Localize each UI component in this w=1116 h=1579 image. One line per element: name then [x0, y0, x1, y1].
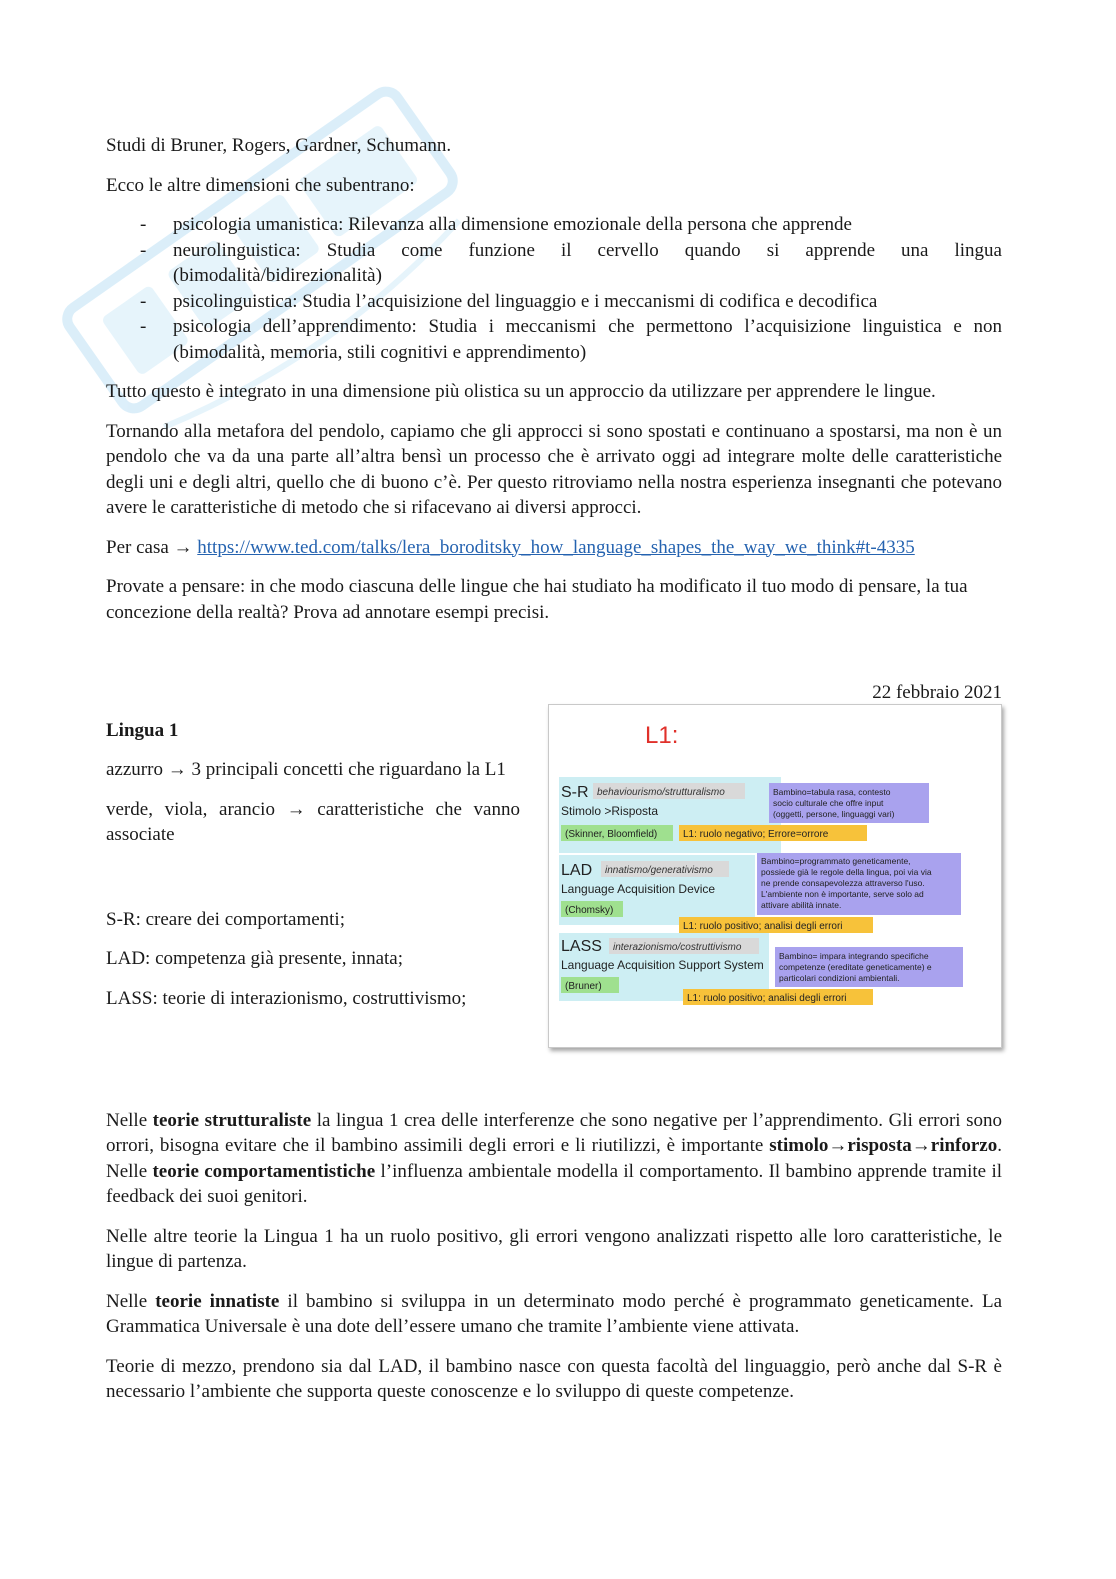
lingua1-section [106, 718, 1002, 1078]
sr-name: S-R [561, 783, 589, 801]
l1-slide-figure [548, 704, 1002, 1048]
text-run: . Nelle [106, 1135, 1002, 1182]
lesson-date: 22 febbraio 2021 [872, 682, 1002, 703]
lad-note-2: possiede già le regole della lingua, poi via via [761, 866, 932, 877]
text-run: l’influenza ambientale modella il comportamento. Il bambino apprende tramite il feedback dei suoi genitori. [106, 1160, 1002, 1207]
slide-title: L1: [645, 721, 679, 749]
lad-tag: innatismo/generativismo [605, 864, 713, 876]
sr-note-2: socio culturale che offre input [773, 797, 884, 808]
lad-note-4: L'ambiente non è importante, serve solo ad [761, 888, 924, 899]
studies-line: Studi di Bruner, Rogers, Gardner, Schumann. [106, 135, 452, 156]
homework-label: Per casa → [106, 536, 193, 558]
sr-role: L1: ruolo negativo; Errore=orrore [683, 828, 829, 840]
lass-authors: (Bruner) [565, 980, 602, 992]
dimensions-lead: Ecco le altre dimensioni che subentrano: [106, 174, 415, 196]
lad-role: L1: ruolo positivo; analisi degli errori [683, 920, 843, 932]
text-run: il bambino si sviluppa in un determinato modo perché è programmato geneticamente. La Grammatica Universale è una dote dell’essere umano che tramite l’ambiente viene attivata. [106, 1290, 1002, 1337]
lass-role: L1: ruolo positivo; analisi degli errori [687, 992, 847, 1004]
theories-section [106, 1108, 1002, 1405]
integration-paragraph: Tutto questo è integrato in una dimensione più olistica su un approccio da utilizzare per apprendere le lingue. [106, 381, 936, 402]
text-run: Nelle [106, 1290, 156, 1312]
lingua1-heading: Lingua 1 [106, 719, 179, 741]
document-page [106, 133, 1002, 1419]
lass-tag: interazionismo/costruttivismo [613, 941, 742, 953]
lad-name: LAD [561, 861, 593, 879]
bold-term: teorie comportamentistiche [152, 1160, 376, 1182]
other-theories-paragraph: Nelle altre teorie la Lingua 1 ha un ruolo positivo, gli errori vengono analizzati rispetto alle loro caratteristiche, le lingue di partenza. [106, 1225, 1002, 1272]
lad-authors: (Chomsky) [565, 904, 614, 916]
lass-note: LASS: teorie di interazionismo, costruttivismo; [106, 987, 467, 1009]
bold-term: stimolo→risposta→rinforzo [769, 1135, 998, 1156]
innatist-paragraph [106, 1289, 1002, 1340]
lass-note-3: particolari condizioni ambientali. [779, 972, 900, 983]
lad-note: LAD: competenza già presente, innata; [106, 948, 404, 969]
sr-note: S-R: creare dei comportamenti; [106, 908, 345, 930]
text-run: Nelle [106, 1109, 153, 1131]
middle-theories-paragraph: Teorie di mezzo, prendono sia dal LAD, il bambino nasce con questa facoltà del linguaggio, però anche dal S-R è necessario l’ambiente che supporta queste conoscenze e lo sviluppo di queste competenze. [106, 1355, 1002, 1402]
lingua1-notes [106, 718, 520, 1026]
sr-desc: Stimolo >Risposta [561, 803, 659, 818]
legend-others: verde, viola, arancio → caratteristiche che vanno associate [106, 798, 520, 845]
dimensions-list [106, 212, 1002, 365]
lass-name: LASS [561, 937, 602, 955]
pendulum-paragraph: Tornando alla metafora del pendolo, capiamo che gli approcci si sono spostati e continuano a spostarsi, ma non è un pendolo che va da una parte all’altra bensì un processo che è arrivato oggi ad integrare molte delle caratteristiche degli uni e degli altri, quello che di buono c’è. Per questo ritroviamo nella nostra esperienza insegnanti che potevano avere le caratteristiche di metodo che si rifacevano ai diversi approcci. [106, 420, 1002, 518]
sr-tag: behaviourismo/strutturalismo [597, 786, 725, 798]
list-item: - psicolinguistica: Studia l’acquisizione del linguaggio e i meccanismi di codifica e decodifica [106, 289, 1002, 315]
sr-authors: (Skinner, Bloomfield) [565, 828, 658, 840]
bold-term: teorie strutturaliste [152, 1109, 312, 1131]
homework-line [106, 535, 1002, 561]
lad-note-3: ne prende consapevolezza attraverso l'uso. [761, 877, 925, 888]
ted-talk-link[interactable]: https://www.ted.com/talks/lera_boroditsky_how_language_shapes_the_way_we_think#t-4335 [197, 536, 915, 558]
lad-desc: Language Acquisition Device [561, 881, 716, 896]
sr-note-1: Bambino=tabula rasa, contesto [773, 786, 891, 797]
legend-blue: azzurro → 3 principali concetti che riguardano la L1 [106, 759, 506, 780]
list-item: - psicologia dell’apprendimento: Studia i meccanismi che permettono l’acquisizione linguistica e non (bimodalità, memoria, stili cognitivi e apprendimento) [106, 314, 1002, 365]
lass-desc: Language Acquisition Support System [561, 957, 764, 972]
text-run: la lingua 1 crea delle interferenze che sono negative per l’apprendimento. Gli errori sono orrori, bisogna evitare che il bambino assimili degli errori e li riutilizzi, è importante [106, 1109, 1002, 1156]
bold-term: teorie innatiste [155, 1290, 280, 1312]
list-item: - neurolinguistica: Studia come funzione il cervello quando si apprende una lingua (bimodalità/bidirezionalità) [106, 238, 1002, 289]
lad-note-1: Bambino=programmato geneticamente, [761, 855, 911, 866]
structuralist-paragraph [106, 1108, 1002, 1210]
question-paragraph: Provate a pensare: in che modo ciascuna delle lingue che hai studiato ha modificato il tuo modo di pensare, la tua concezione della realtà? Prova ad annotare esempi precisi. [106, 576, 968, 623]
list-item: - psicologia umanistica: Rilevanza alla dimensione emozionale della persona che apprende [106, 212, 1002, 238]
lass-note-1: Bambino= impara integrando specifiche [779, 950, 929, 961]
sr-note-3: (oggetti, persone, linguaggi vari) [773, 808, 895, 819]
lad-note-5: attivare abilità innate. [761, 899, 842, 910]
l1-slide-svg [549, 705, 1001, 1047]
lass-note-2: competenze (ereditate geneticamente) e [779, 961, 932, 972]
